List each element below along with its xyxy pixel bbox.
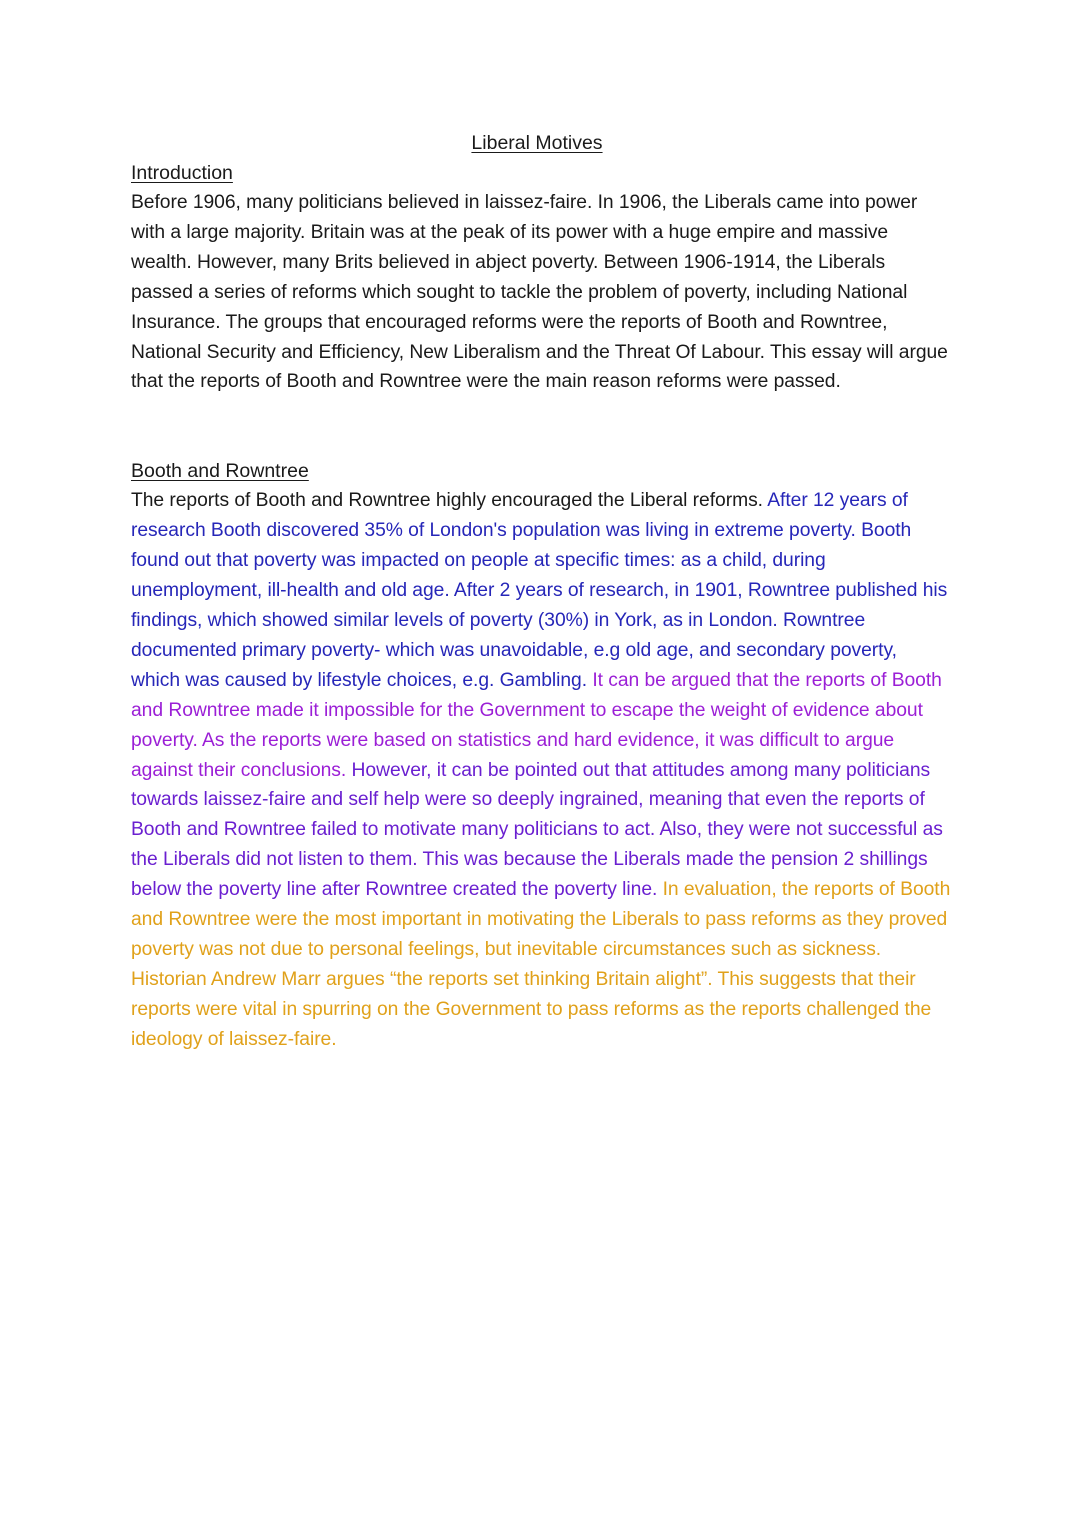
point-sentence: The reports of Booth and Rowntree highly encouraged the Liberal reforms. xyxy=(131,490,768,512)
counter-argument-text: However, it can be pointed out that attitudes among many politicians towards laissez-faire and self help were so deeply ingrained, meaning that even the reports of Booth and Rowntree failed to motivate many politicians to act. Also, they were not successful as the Liberals did not listen to them. This was because the Liberals made the pension 2 shillings below the poverty line after Rowntree created the poverty line. xyxy=(131,759,943,901)
document-page xyxy=(131,128,951,1055)
analysis-text: It can be argued that the reports of Booth and Rowntree made it impossible for the Government to escape the weight of evidence about poverty. As the reports were based on statistics and hard evidence, it was difficult to argue against their conclusions. xyxy=(131,669,942,781)
introduction-paragraph xyxy=(131,188,951,397)
document-title: Liberal Motives xyxy=(471,132,603,154)
evidence-text: After 12 years of research Booth discovered 35% of London's population was living in extreme poverty. Booth found out that poverty was impacted on people at specific times: as a child, during unemployment, ill-health and old age. After 2 years of research, in 1901, Rowntree published his findings, which showed similar levels of poverty (30%) in York, as in London. Rowntree documented primary poverty- which was unavoidable, e.g old age, and secondary poverty, which was caused by lifestyle choices, e.g. Gambling. xyxy=(131,490,948,691)
section-heading-introduction: Introduction xyxy=(131,162,233,184)
introduction-text: Before 1906, many politicians believed in laissez-faire. In 1906, the Liberals came into power with a large majority. Britain was at the peak of its power with a huge empire and massive wealth. However, many Brits believed in abject poverty. Between 1906-1914, the Liberals passed a series of reforms which sought to tackle the problem of poverty, including National Insurance. The groups that encouraged reforms were the reports of Booth and Rowntree, National Security and Efficiency, New Liberalism and the Threat Of Labour. This essay will argue that the reports of Booth and Rowntree were the main reason reforms were passed. xyxy=(131,192,948,393)
section-spacer xyxy=(131,397,951,456)
evaluation-text: In evaluation, the reports of Booth and Rowntree were the most important in motivating the Liberals to pass reforms as they proved poverty was not due to personal feelings, but inevitable circumstances such as sickness. Historian Andrew Marr argues “the reports set thinking Britain alight”. This suggests that their reports were vital in spurring on the Government to pass reforms as the reports challenged the ideology of laissez-faire. xyxy=(131,879,951,1050)
section-heading-booth-rowntree: Booth and Rowntree xyxy=(131,460,309,483)
booth-rowntree-paragraph xyxy=(131,486,951,1054)
